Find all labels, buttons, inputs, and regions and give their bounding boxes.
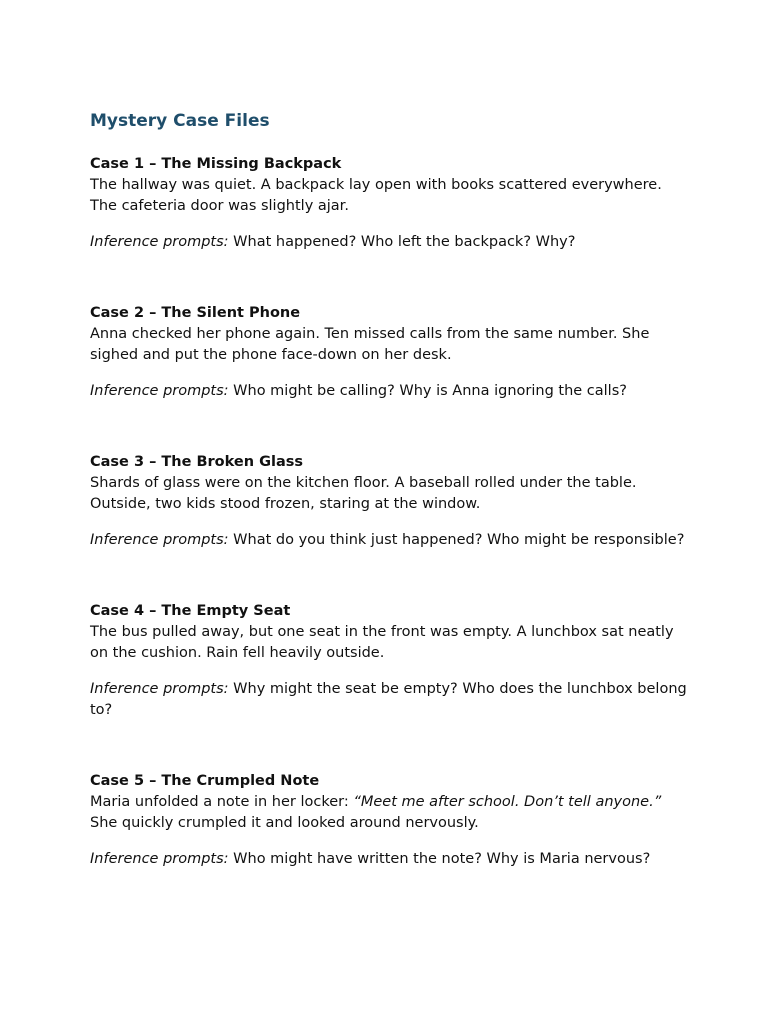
case-description: Shards of glass were on the kitchen floor. A baseball rolled under the table. Outside, two kids stood frozen, staring at the window. [90, 475, 637, 512]
document-page [90, 108, 690, 870]
case-description [90, 792, 690, 834]
inference-prompt [90, 679, 690, 721]
inference-prompt-text: What happened? Who left the backpack? Why? [228, 234, 576, 250]
inference-prompt-label: Inference prompts: [90, 383, 229, 399]
inference-prompt-label: Inference prompts: [90, 681, 229, 697]
case-3 [90, 452, 690, 551]
case-1 [90, 154, 690, 253]
case-title: Case 2 – The Silent Phone [90, 305, 301, 321]
case-title: Case 5 – The Crumpled Note [90, 773, 320, 789]
case-5 [90, 771, 690, 870]
case-4 [90, 601, 690, 721]
case-title: Case 3 – The Broken Glass [90, 454, 304, 470]
case-title: Case 4 – The Empty Seat [90, 603, 291, 619]
inference-prompt-text: What do you think just happened? Who might be responsible? [228, 532, 685, 548]
inference-prompt-label: Inference prompts: [90, 234, 229, 250]
inference-prompt [90, 381, 690, 402]
note-quote: “Meet me after school. Don’t tell anyone.” [353, 794, 662, 810]
inference-prompt-text: Who might be calling? Why is Anna ignoring the calls? [228, 383, 627, 399]
inference-prompt-label: Inference prompts: [90, 532, 229, 548]
inference-prompt-label: Inference prompts: [90, 851, 229, 867]
inference-prompt [90, 849, 690, 870]
document-title: Mystery Case Files [90, 111, 270, 131]
case-title: Case 1 – The Missing Backpack [90, 156, 342, 172]
case-description-intro: Maria unfolded a note in her locker: [90, 794, 354, 810]
inference-prompt [90, 232, 690, 253]
case-description: The hallway was quiet. A backpack lay open with books scattered everywhere. The cafeteria door was slightly ajar. [90, 177, 662, 214]
case-description-outro: She quickly crumpled it and looked around nervously. [90, 815, 479, 831]
inference-prompt-text: Who might have written the note? Why is Maria nervous? [228, 851, 651, 867]
case-description: The bus pulled away, but one seat in the front was empty. A lunchbox sat neatly on the cushion. Rain fell heavily outside. [90, 624, 674, 661]
case-description: Anna checked her phone again. Ten missed calls from the same number. She sighed and put the phone face-down on her desk. [90, 326, 650, 363]
case-2 [90, 303, 690, 402]
inference-prompt-text: Why might the seat be empty? Who does the lunchbox belong to? [90, 681, 687, 718]
inference-prompt [90, 530, 690, 551]
